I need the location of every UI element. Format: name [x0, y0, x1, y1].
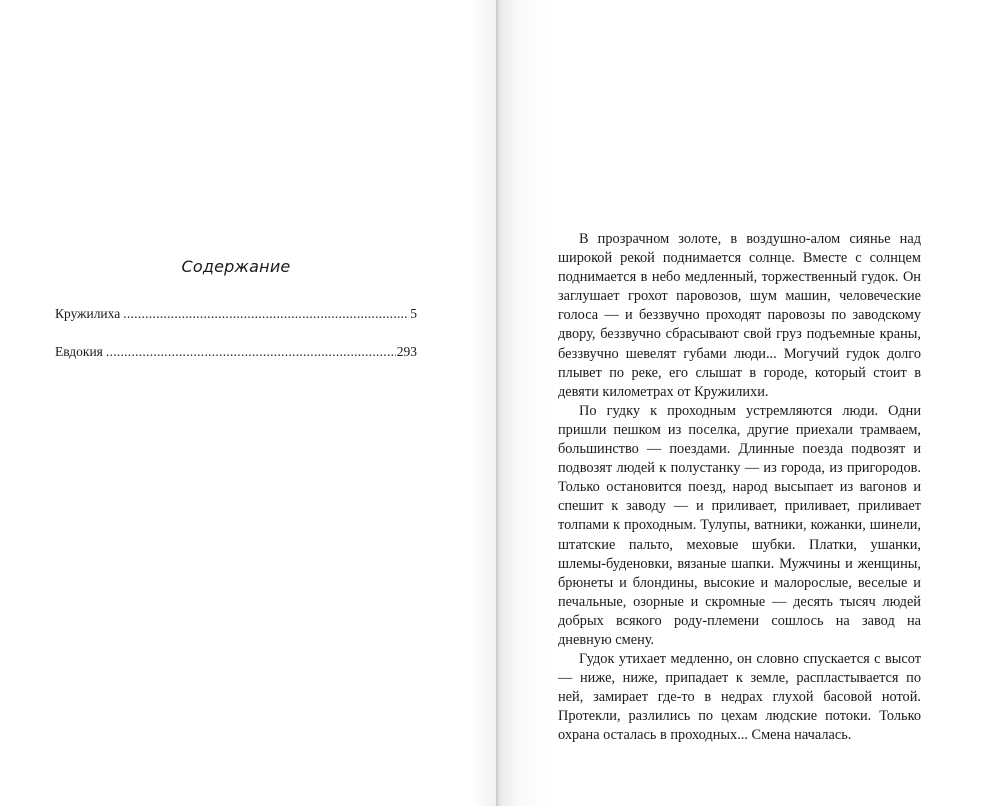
toc-entry-label: Кружилиха	[55, 306, 121, 321]
paragraph: Гудок утихает медленно, он словно спускается с высот — ниже, ниже, припадает к земле, распластывается по ней, замирает где-то в недрах глухой басовой нотой. Протекли, разлились по цехам людские потоки. Только охрана осталась в проходных... Смена началась.	[558, 651, 921, 744]
paragraph: В прозрачном золоте, в воздушно-алом сиянье над широкой рекой поднимается солнце. Вместе с солнцем поднимается в небо медленный, торжественный гудок. Он заглушает грохот паровозов, шум машин, человеческие голоса — и беззвучно проходят паровозы по заводскому двору, беззвучно сбрасывают свой груз подъемные краны, беззвучно шевелят губами люди... Могучий гудок долго плывет по реке, его слышат в городе, который стоит в девяти километрах от Кружилихи.	[558, 231, 921, 400]
toc-leader-dots	[106, 344, 396, 360]
toc-entry-page: 5	[410, 306, 417, 321]
toc-entry-label: Евдокия	[55, 344, 103, 359]
paragraph: По гудку к проходным устремляются люди. Одни пришли пешком из поселка, другие приехали трамваем, большинство — поездами. Длинные поезда подвозят и подвозят людей к полустанку — из города, из пригородов. Только остановится поезд, народ высыпает из вагонов и спешит к заводу — и приливает, приливает, приливает толпами к проходным. Тулупы, ватники, кожанки, шинели, штатские пальто, меховые шубки. Платки, ушанки, шлемы-буденовки, вязаные шапки. Мужчины и женщины, брюнеты и блондины, высокие и малорослые, веселые и печальные, озорные и скромные — десять тысяч людей добрых всякого роду-племени сошлось на завод на дневную смену.	[558, 402, 921, 648]
toc-leader-dots	[123, 306, 409, 322]
body-text	[558, 230, 921, 746]
toc-entry-page: 293	[396, 344, 417, 359]
toc-title: Содержание	[181, 257, 291, 276]
toc-entry	[55, 306, 417, 322]
left-page	[0, 0, 498, 806]
toc-entry	[55, 344, 417, 360]
